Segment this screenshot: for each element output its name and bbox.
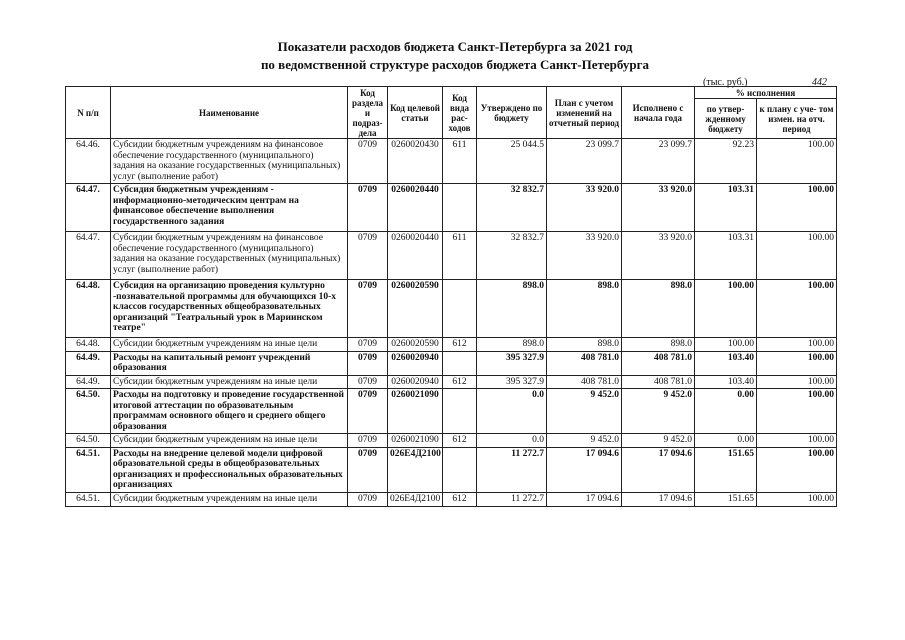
row-plan: 23 099.7 [547, 139, 622, 184]
col-header-section: Код раздела и подраз- дела [348, 87, 388, 139]
row-pct-plan: 100.00 [757, 232, 837, 280]
row-number: 64.47. [66, 184, 111, 232]
row-pct-approved: 100.00 [695, 338, 757, 352]
row-pct-plan: 100.00 [757, 492, 837, 506]
row-approved: 32 832.7 [477, 184, 547, 232]
row-executed: 898.0 [622, 280, 695, 338]
row-executed: 898.0 [622, 338, 695, 352]
row-name: Расходы на подготовку и проведение государственной итоговой аттестации по образовательным программам основного общего и среднего общего образования [111, 389, 348, 434]
row-pct-approved: 103.40 [695, 375, 757, 389]
row-approved: 11 272.7 [477, 492, 547, 506]
col-header-approved: Утверждено по бюджету [477, 87, 547, 139]
row-pct-approved: 103.31 [695, 184, 757, 232]
row-target-code: 0260020440 [388, 232, 443, 280]
row-section-code: 0709 [348, 447, 388, 492]
row-type-code: 611 [443, 232, 477, 280]
row-plan: 408 781.0 [547, 375, 622, 389]
row-number: 64.46. [66, 139, 111, 184]
row-name: Субсидии бюджетным учреждениям на иные цели [111, 375, 348, 389]
row-pct-approved: 103.40 [695, 351, 757, 375]
expenditure-table [65, 86, 837, 507]
row-pct-plan: 100.00 [757, 434, 837, 448]
row-type-code: 612 [443, 338, 477, 352]
row-number: 64.47. [66, 232, 111, 280]
row-type-code [443, 389, 477, 434]
row-approved: 395 327.9 [477, 351, 547, 375]
row-approved: 0.0 [477, 389, 547, 434]
row-plan: 9 452.0 [547, 434, 622, 448]
row-approved: 32 832.7 [477, 232, 547, 280]
row-target-code: 0260020940 [388, 375, 443, 389]
table-row [66, 434, 837, 448]
row-pct-approved: 100.00 [695, 280, 757, 338]
row-type-code: 612 [443, 434, 477, 448]
row-number: 64.51. [66, 447, 111, 492]
row-target-code: 0260021090 [388, 389, 443, 434]
row-type-code: 611 [443, 139, 477, 184]
page-subtitle: по ведомственной структуре расходов бюджета Санкт-Петербурга [260, 57, 650, 72]
row-number: 64.49. [66, 351, 111, 375]
row-pct-approved: 0.00 [695, 434, 757, 448]
col-header-name: Наименование [111, 87, 348, 139]
row-target-code: 0260020440 [388, 184, 443, 232]
row-section-code: 0709 [348, 280, 388, 338]
col-header-num: N п/п [66, 87, 111, 139]
row-name: Расходы на внедрение целевой модели цифровой образовательной среды в общеобразовательных организациях и профессиональных образовательных организациях [111, 447, 348, 492]
row-pct-plan: 100.00 [757, 447, 837, 492]
page-number: 442 [812, 77, 827, 88]
row-type-code [443, 280, 477, 338]
row-plan: 33 920.0 [547, 232, 622, 280]
row-type-code [443, 184, 477, 232]
row-name: Субсидия бюджетным учреждениям - информационно-методическим центрам на финансовое обеспечение выполнения государственного задания [111, 184, 348, 232]
row-executed: 17 094.6 [622, 447, 695, 492]
table-row [66, 389, 837, 434]
row-plan: 33 920.0 [547, 184, 622, 232]
row-pct-approved: 0.00 [695, 389, 757, 434]
row-section-code: 0709 [348, 375, 388, 389]
row-target-code: 0260020590 [388, 280, 443, 338]
row-executed: 9 452.0 [622, 434, 695, 448]
row-section-code: 0709 [348, 434, 388, 448]
row-type-code [443, 351, 477, 375]
row-plan: 898.0 [547, 280, 622, 338]
row-name: Субсидия на организацию проведения культурно -познавательной программы для обучающихся 10-х классов государственных общеобразовательных организаций "Театральный урок в Мариинском театре" [111, 280, 348, 338]
row-number: 64.48. [66, 338, 111, 352]
row-executed: 408 781.0 [622, 375, 695, 389]
row-approved: 898.0 [477, 280, 547, 338]
row-section-code: 0709 [348, 492, 388, 506]
row-executed: 408 781.0 [622, 351, 695, 375]
row-number: 64.50. [66, 434, 111, 448]
row-pct-approved: 151.65 [695, 447, 757, 492]
table-row [66, 338, 837, 352]
row-target-code: 0260020590 [388, 338, 443, 352]
col-header-plan: План с учетом изменений на отчетный период [547, 87, 622, 139]
row-type-code [443, 447, 477, 492]
row-pct-approved: 151.65 [695, 492, 757, 506]
units-label: (тыс. руб.) [703, 77, 748, 88]
row-approved: 25 044.5 [477, 139, 547, 184]
row-executed: 33 920.0 [622, 232, 695, 280]
row-section-code: 0709 [348, 232, 388, 280]
col-header-executed: Исполнено с начала года [622, 87, 695, 139]
row-plan: 17 094.6 [547, 447, 622, 492]
row-executed: 9 452.0 [622, 389, 695, 434]
row-pct-approved: 103.31 [695, 232, 757, 280]
row-executed: 23 099.7 [622, 139, 695, 184]
row-target-code: 0260020940 [388, 351, 443, 375]
table-row [66, 492, 837, 506]
row-type-code: 612 [443, 492, 477, 506]
row-name: Субсидии бюджетным учреждениям на финансовое обеспечение государственного (муниципального) задания на оказание государственных (муниципальных) услуг (выполнение работ) [111, 139, 348, 184]
col-header-percent: % исполнения [695, 87, 837, 99]
row-pct-plan: 100.00 [757, 184, 837, 232]
row-target-code: 0260020430 [388, 139, 443, 184]
table-row [66, 280, 837, 338]
row-number: 64.49. [66, 375, 111, 389]
col-header-pct-approved: по утвер- жденному бюджету [695, 99, 757, 139]
row-number: 64.50. [66, 389, 111, 434]
row-executed: 17 094.6 [622, 492, 695, 506]
row-number: 64.48. [66, 280, 111, 338]
row-name: Субсидии бюджетным учреждениям на иные цели [111, 338, 348, 352]
row-name: Субсидии бюджетным учреждениям на иные цели [111, 434, 348, 448]
row-number: 64.51. [66, 492, 111, 506]
row-plan: 9 452.0 [547, 389, 622, 434]
row-approved: 898.0 [477, 338, 547, 352]
row-pct-approved: 92.23 [695, 139, 757, 184]
row-section-code: 0709 [348, 139, 388, 184]
row-name: Субсидии бюджетным учреждениям на иные цели [111, 492, 348, 506]
table-row [66, 447, 837, 492]
row-plan: 408 781.0 [547, 351, 622, 375]
row-plan: 898.0 [547, 338, 622, 352]
row-type-code: 612 [443, 375, 477, 389]
row-pct-plan: 100.00 [757, 389, 837, 434]
row-approved: 395 327.9 [477, 375, 547, 389]
col-header-type: Код вида рас- ходов [443, 87, 477, 139]
row-approved: 11 272.7 [477, 447, 547, 492]
row-pct-plan: 100.00 [757, 351, 837, 375]
col-header-pct-plan: к плану с уче- том измен. на отч. период [757, 99, 837, 139]
row-target-code: 026E4Д2100 [388, 492, 443, 506]
row-target-code: 0260021090 [388, 434, 443, 448]
table-row [66, 139, 837, 184]
row-section-code: 0709 [348, 389, 388, 434]
row-name: Субсидии бюджетным учреждениям на финансовое обеспечение государственного (муниципального) задания на оказание государственных (муниципальных) услуг (выполнение работ) [111, 232, 348, 280]
row-pct-plan: 100.00 [757, 338, 837, 352]
row-section-code: 0709 [348, 184, 388, 232]
table-row [66, 351, 837, 375]
row-target-code: 026E4Д2100 [388, 447, 443, 492]
row-section-code: 0709 [348, 351, 388, 375]
col-header-target: Код целевой статьи [388, 87, 443, 139]
row-approved: 0.0 [477, 434, 547, 448]
row-name: Расходы на капитальный ремонт учреждений образования [111, 351, 348, 375]
table-row [66, 184, 837, 232]
page-title: Показатели расходов бюджета Санкт-Петербурга за 2021 год [277, 39, 633, 54]
row-plan: 17 094.6 [547, 492, 622, 506]
table-row [66, 375, 837, 389]
table-row [66, 232, 837, 280]
row-section-code: 0709 [348, 338, 388, 352]
row-pct-plan: 100.00 [757, 139, 837, 184]
row-pct-plan: 100.00 [757, 375, 837, 389]
row-pct-plan: 100.00 [757, 280, 837, 338]
row-executed: 33 920.0 [622, 184, 695, 232]
